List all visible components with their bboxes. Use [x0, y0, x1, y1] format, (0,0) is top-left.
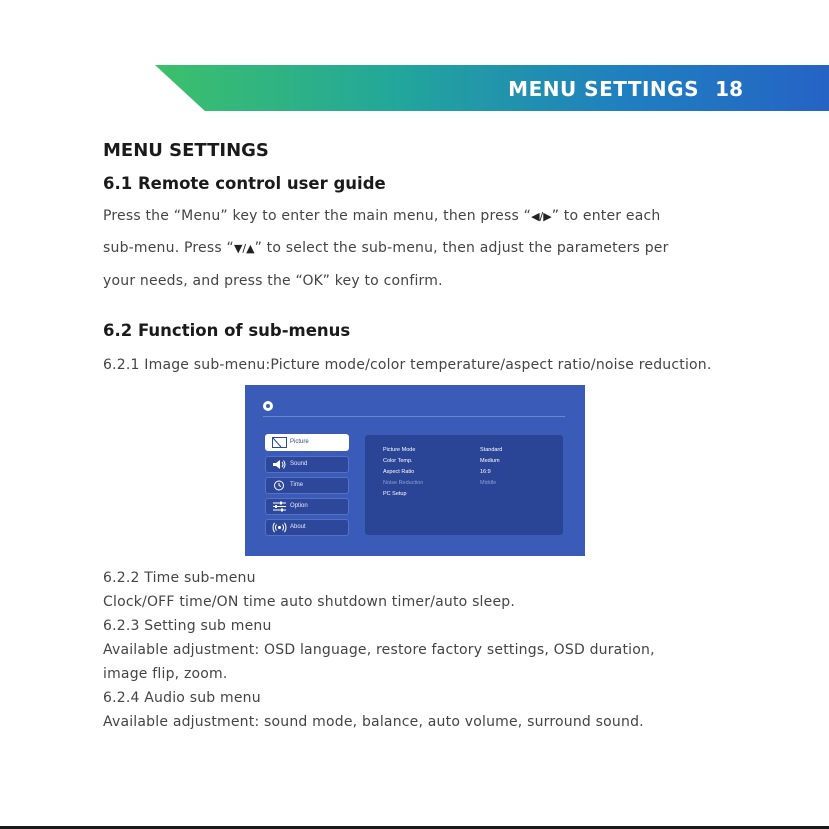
tv-menu-screenshot [245, 385, 585, 556]
menu-item-label: Picture [290, 439, 309, 445]
setting-row-aspect-ratio[interactable] [383, 468, 553, 477]
paragraph-line-1 [103, 208, 660, 224]
left-right-arrow-icon: ◀/▶ [531, 210, 552, 223]
menu-item-label: Option [290, 503, 308, 509]
clock-icon [272, 480, 287, 491]
text-segment: Press the “Menu” key to enter the main menu, then press “ [103, 208, 532, 224]
setting-row-noise-reduction[interactable] [383, 479, 553, 488]
text-segment: ” to enter each [551, 208, 661, 224]
menu-item-picture[interactable] [265, 434, 349, 451]
item-6-2-2-text: Clock/OFF time/ON time auto shutdown timer/auto sleep. [103, 594, 516, 610]
setting-name: Color Temp. [383, 458, 413, 464]
paragraph-line-3: your needs, and press the “OK” key to confirm. [103, 273, 443, 289]
setting-name: Picture Mode [383, 447, 416, 453]
item-6-2-4-title: 6.2.4 Audio sub menu [103, 690, 261, 706]
item-6-2-4-text: Available adjustment: sound mode, balance, auto volume, surround sound. [103, 714, 644, 730]
setting-row-pc-setup[interactable] [383, 490, 553, 499]
menu-item-about[interactable] [265, 519, 349, 536]
speaker-icon [272, 459, 287, 470]
item-6-2-3-text-2: image flip, zoom. [103, 666, 228, 682]
text-segment: sub-menu. Press “ [103, 240, 234, 256]
item-6-2-3-text-1: Available adjustment: OSD language, restore factory settings, OSD duration, [103, 642, 655, 658]
down-up-arrow-icon: ▼/▲ [233, 242, 255, 255]
item-6-2-2-title: 6.2.2 Time sub-menu [103, 570, 256, 586]
setting-name: Aspect Ratio [383, 469, 415, 475]
section-title-6-2: 6.2 Function of sub-menus [103, 321, 351, 340]
paragraph-line-2 [103, 240, 669, 256]
picture-icon [272, 437, 287, 448]
setting-value: 16:9 [480, 469, 491, 475]
menu-item-time[interactable] [265, 477, 349, 494]
menu-item-label: Sound [290, 461, 308, 467]
page-number: 18 [715, 77, 743, 101]
setting-row-picture-mode[interactable] [383, 446, 553, 455]
sliders-icon [272, 501, 287, 512]
setting-name: Noise Reduction [383, 480, 424, 486]
menu-item-option[interactable] [265, 498, 349, 515]
header-title: MENU SETTINGS [508, 77, 699, 101]
logo-icon [263, 401, 273, 411]
item-6-2-3-title: 6.2.3 Setting sub menu [103, 618, 272, 634]
setting-value: Medium [480, 458, 500, 464]
setting-value: Standard [480, 447, 503, 453]
menu-item-label: Time [290, 482, 304, 488]
section-title-6-1: 6.1 Remote control user guide [103, 174, 386, 193]
text-segment: ” to select the sub-menu, then adjust the parameters per [254, 240, 669, 256]
divider [263, 416, 565, 417]
item-6-2-1: 6.2.1 Image sub-menu:Picture mode/color temperature/aspect ratio/noise reduction. [103, 357, 712, 373]
menu-item-sound[interactable] [265, 456, 349, 473]
setting-name: PC Setup [383, 491, 407, 497]
setting-value: Middle [480, 480, 497, 486]
menu-item-label: About [290, 524, 306, 530]
settings-panel [365, 435, 563, 535]
setting-row-color-temp[interactable] [383, 457, 553, 466]
page-heading: MENU SETTINGS [103, 140, 269, 161]
broadcast-icon [272, 522, 287, 533]
